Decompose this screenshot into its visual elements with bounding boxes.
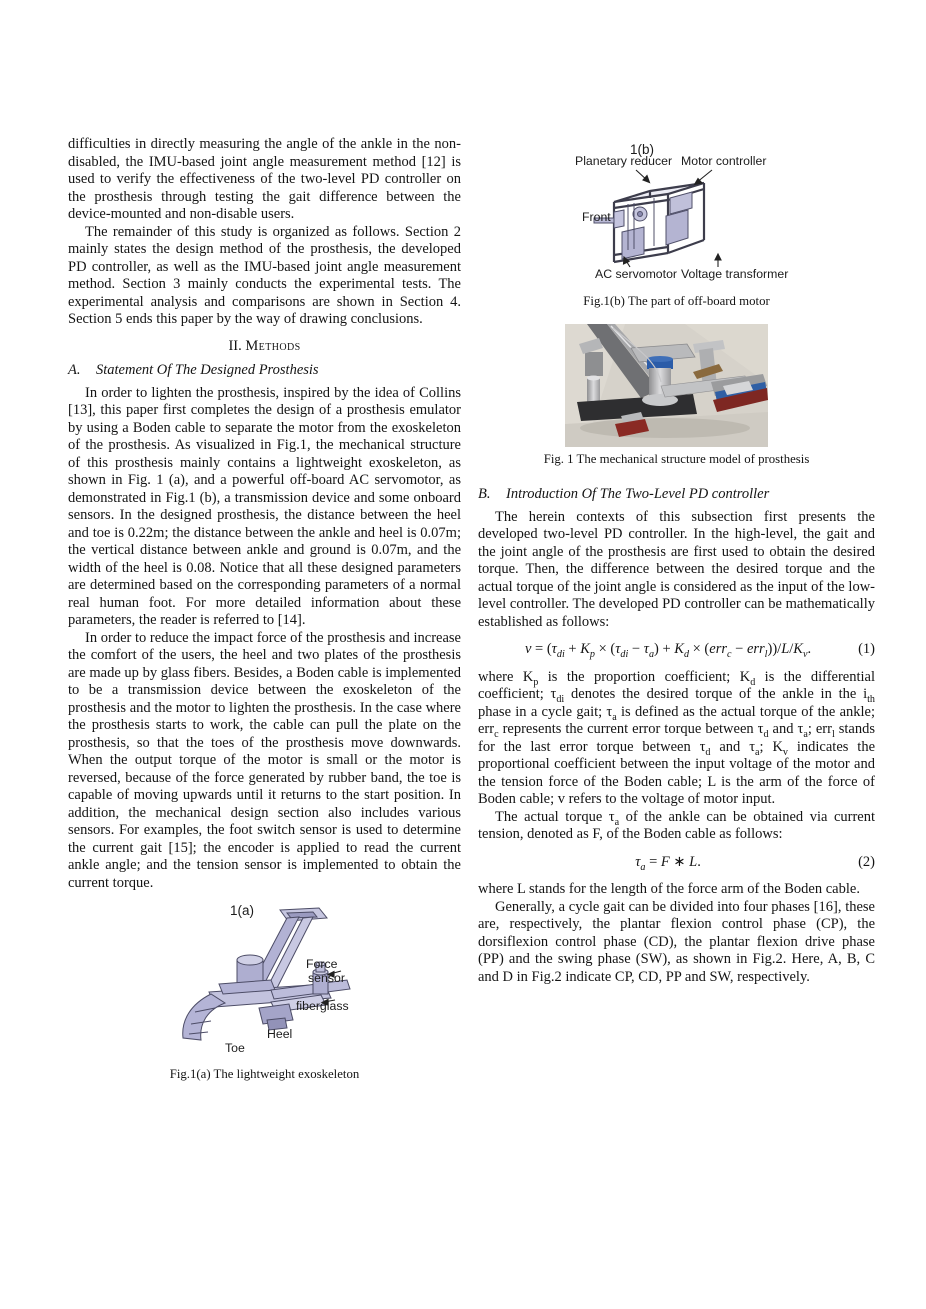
paragraph-materials-sensors: In order to reduce the impact force of the prosthesis and increase the comfort of the users, the heel and two plates of the prosthesis are made up by glass fibers. Besides, a Boden cable is implemented to be a transmission device between the exoskeleton of the prosthesis and the motor to lighten the prosthesis. In the case where the prosthesis starts to work, the cable can pull the plate on the prosthesis, so that the toes of the prosthesis move downwards. When the output torque of the motor is small or the motor is reversed, because of the force generated by rubber band, the toe is capable of moving upwards until it returns to the start position. In addition, the mechanical design section also includes various sensors. For examples, the foot switch sensor is used to determine the current gait [15]; the encoder is applied to read the current ankle angle; and the tension sensor is implemented to obtain the current torque. <box>68 629 461 891</box>
figure-1-photo <box>478 324 875 470</box>
equation-1-row <box>478 641 875 659</box>
fig1b-annotation-planetary-reducer: Planetary reducer <box>575 154 673 168</box>
subsection-a-title: Statement Of The Designed Prosthesis <box>96 362 319 378</box>
figure-1b <box>478 138 875 310</box>
paragraph-force-arm: where L stands for the length of the force arm of the Boden cable. <box>478 881 860 897</box>
fig1a-annotation-force: Force <box>306 957 338 971</box>
equation-1-number: (1) <box>858 641 875 657</box>
fig1b-motor-drawing <box>478 138 875 310</box>
right-column <box>478 136 875 986</box>
equation-1: $v = (\tau_{di} + K_p \times (\tau_{di} - \tau_a) + K_d \times (err_c - err_l))/L/K_v$. <box>524 641 812 660</box>
paragraph-intro-continuation: difficulties in directly measuring the angle of the ankle in the non-disabled, the IMU-based joint angle measurement method [12] is used to verify the effectiveness of the two-level PD controller on the prosthesis through testing the gait difference between the device-mounted and non-disable users. <box>68 136 461 222</box>
fig1b-annotation-voltage-transformer: Voltage transformer <box>681 267 789 281</box>
paragraph-pd-controller: The herein contexts of this subsection first presents the developed two-level PD controller. In the high-level, the gait and the joint angle of the prosthesis are first used to obtain the desired torque. Then, the difference between the desired torque and the actual torque of the joint angle is considered as the input of the low-level controller. The developed PD controller can be mathematically established as follows: <box>478 508 875 630</box>
fig1a-exoskeleton-drawing <box>68 898 461 1068</box>
subsection-b-title: Introduction Of The Two-Level PD controller <box>506 486 770 502</box>
paragraph-coefficients: where $K_p$ is the proportion coefficient; $K_d$ is the differential coefficient; $\tau_{di}$ denotes the desired torque of the ankle in the $i_{th}$ phase in a cycle gait; $\tau_a$ is defined as the actual torque of the ankle; err$_c$ represents the current error torque between $\tau_d$ and $\tau_a$; err$_l$ stands for the last error torque between $\tau_d$ and $\tau_a$; $K_v$ indicates the proportional coefficient between the input voltage of the motor and the tension force of the Boden cable; L is the arm of the force of Boden cable; v refers to the voltage of motor input. <box>478 668 876 807</box>
figure-1a <box>68 898 461 1090</box>
fig1-photo-caption: Fig. 1 The mechanical structure model of prosthesis <box>543 452 810 466</box>
fig1a-label: 1(a) <box>230 903 255 918</box>
photo-left-clamp <box>585 352 603 376</box>
fig1b-ac-servomotor-part <box>622 227 644 259</box>
subsection-b-label: B. <box>478 486 491 502</box>
equation-2-row <box>478 854 875 872</box>
fig1a-annotation-sensor: sensor <box>308 971 345 985</box>
fig1b-motor-controller-part <box>670 192 692 214</box>
left-column <box>68 136 461 1090</box>
fig1b-label: 1(b) <box>630 142 655 157</box>
fig1a-toe-band <box>183 994 225 1040</box>
prosthesis-photo <box>565 324 768 447</box>
subsection-heading-a <box>68 362 461 380</box>
fig1a-annotation-heel: Heel <box>267 1027 293 1041</box>
equation-2-number: (2) <box>858 853 875 870</box>
equation-2: $\tau_a = F$ ∗ L. <box>635 853 701 873</box>
fig1b-voltage-transformer-part <box>666 210 688 245</box>
section-number: II. <box>228 337 242 354</box>
paragraph-actual-torque: The actual torque $\tau_a$ of the ankle can be obtained via current tension, denoted as F, of the Boden cable as follows: <box>478 808 876 842</box>
section-title: Methods <box>245 337 301 354</box>
fig1b-annotation-front: Front <box>582 210 611 224</box>
section-heading-methods <box>68 338 461 356</box>
photo-left-cylinder <box>587 378 600 404</box>
paragraph-outline: The remainder of this study is organized as follows. Section 2 mainly states the design method of the prosthesis, the developed PD controller, as well as the IMU-based joint angle measurement method. Section 3 mainly conducts the experimental tests. The experimental analysis and comparisons are shown in Section 4. Section 5 ends this paper by the way of drawing conclusions. <box>68 223 461 327</box>
fig1b-caption: Fig.1(b) The part of off-board motor <box>583 294 770 308</box>
fig1b-annotation-ac-servomotor: AC servomotor <box>595 267 678 281</box>
subsection-a-label: A. <box>68 362 81 378</box>
fig1a-caption: Fig.1(a) The lightweight exoskeleton <box>169 1067 360 1081</box>
fig1a-annotation-toe: Toe <box>225 1041 245 1055</box>
paragraph-design-statement: In order to lighten the prosthesis, inspired by the idea of Collins [13], this paper first completes the design of a prosthesis emulator by using a Boden cable to separate the motor from the exoskeleton of the prosthesis. As visualized in Fig.1, the mechanical structure of this prosthesis mainly contains a lightweight exoskeleton, as shown in Fig. 1 (a), and a powerful off-board AC servomotor, as demonstrated in Fig.1 (b), a transmission device and some onboard sensors. In the designed prosthesis, the distance between the heel and toe is 0.22m; the distance between the ankle and heel is 0.07m; the vertical distance between ankle and ground is 0.07m, and the width of the heel is 0.08. Notice that all these designed parameters are determined based on the corresponding parameters of a normal real human foot. For more detailed information about these parameters, the reader is referred to [14]. <box>68 384 461 628</box>
fig1a-annotation-fiberglass: fiberglass <box>296 999 349 1013</box>
paragraph-gait-phases: Generally, a cycle gait can be divided into four phases [16], these are, respectively, the plantar flexion control phase (CP), the dorsiflexion control phase (CD), the plantar flexion drive phase (PP) and the swing phase (SW), as shown in Fig.2. Here, A, B, C and D in Fig.2 indicate CP, CD, PP and SW, respectively. <box>478 898 875 985</box>
fig1b-annotation-motor-controller: Motor controller <box>681 154 767 168</box>
subsection-heading-b <box>478 486 875 504</box>
